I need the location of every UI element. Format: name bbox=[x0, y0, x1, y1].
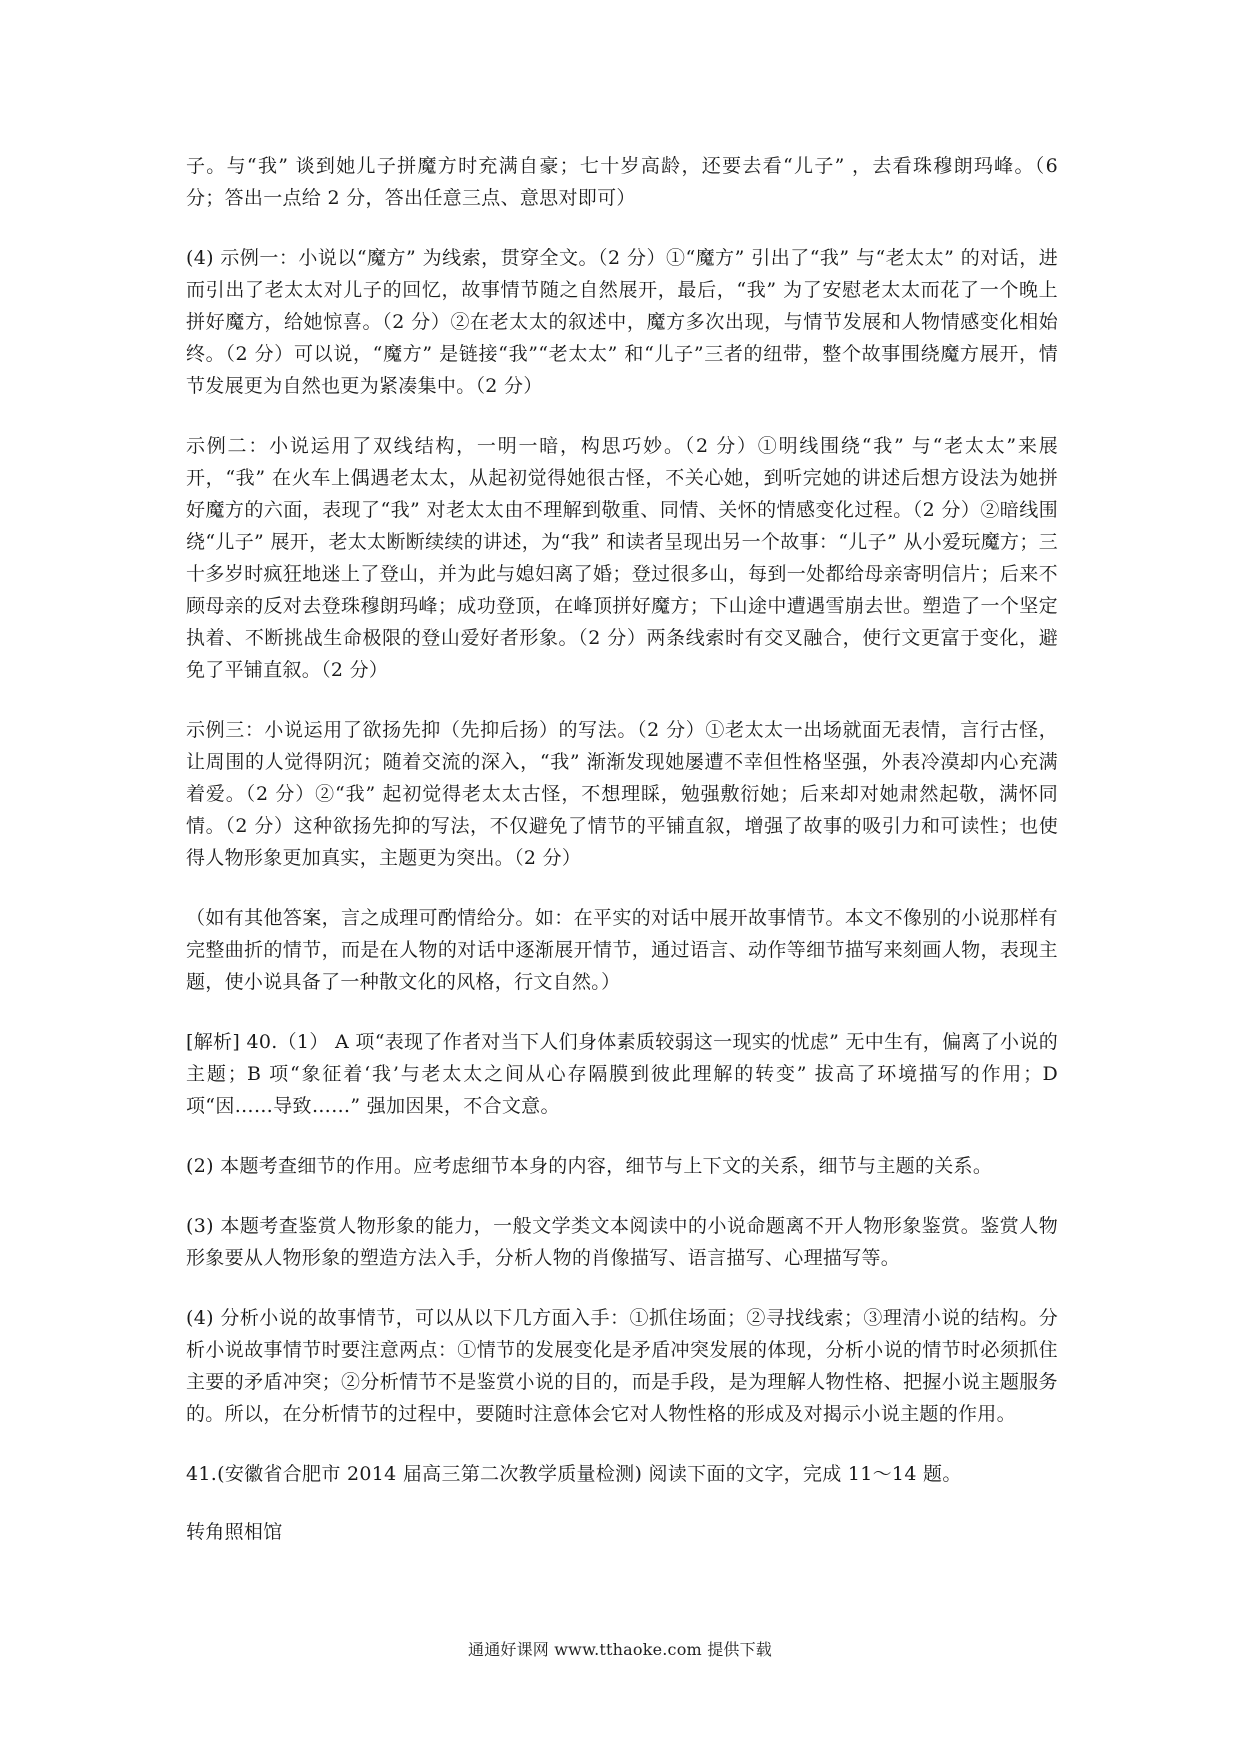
question-41-intro: 41.(安徽省合肥市 2014 届高三第二次教学质量检测) 阅读下面的文字，完成 11～14 题。 bbox=[186, 1463, 962, 1485]
section-title: 转角照相馆 bbox=[186, 1521, 283, 1543]
analysis-paragraph-3: (3) 本题考查鉴赏人物形象的能力，一般文学类文本阅读中的小说命题离不开人物形象鉴赏。鉴赏人物形象要从人物形象的塑造方法入手，分析人物的肖像描写、语言描写、心理描写等。 bbox=[186, 1215, 1058, 1269]
page-footer: 通通好课网 www.tthaoke.com 提供下载 bbox=[468, 1640, 772, 1659]
answer-paragraph-3-continued: 子。与“我” 谈到她儿子拼魔方时充满自豪；七十岁高龄，还要去看“儿子” ，去看珠穆朗玛峰。（6 分；答出一点给 2 分，答出任意三点、意思对即可） bbox=[186, 155, 1058, 209]
analysis-paragraph-2: (2) 本题考查细节的作用。应考虑细节本身的内容，细节与上下文的关系，细节与主题的关系。 bbox=[186, 1155, 993, 1177]
analysis-paragraph-1: [解析] 40.（1） A 项“表现了作者对当下人们身体素质较弱这一现实的忧虑” 无中生有，偏离了小说的主题；B 项“象征着‘我’与老太太之间从心存隔膜到彼此理解的转变” 拔高了环境描写的作用；D 项“因……导致……” 强加因果，不合文意。 bbox=[186, 1031, 1058, 1117]
answer-paragraph-other: （如有其他答案，言之成理可酌情给分。如：在平实的对话中展开故事情节。本文不像别的小说那样有完整曲折的情节，而是在人物的对话中逐渐展开情节，通过语言、动作等细节描写来刻画人物，表现主题，使小说具备了一种散文化的风格，行文自然。） bbox=[186, 907, 1058, 993]
analysis-paragraph-4: (4) 分析小说的故事情节，可以从以下几方面入手：①抓住场面；②寻找线索；③理清小说的结构。分析小说故事情节时要注意两点：①情节的发展变化是矛盾冲突发展的体现，分析小说的情节时必须抓住主要的矛盾冲突；②分析情节不是鉴赏小说的目的，而是手段，是为理解人物性格、把握小说主题服务的。所以，在分析情节的过程中，要随时注意体会它对人物性格的形成及对揭示小说主题的作用。 bbox=[186, 1307, 1058, 1425]
answer-paragraph-4-example-1: (4) 示例一：小说以“魔方” 为线索，贯穿全文。（2 分）①“魔方” 引出了“我” 与“老太太” 的对话，进而引出了老太太对儿子的回忆，故事情节随之自然展开，最后，“我” 为了安慰老太太而花了一个晚上拼好魔方，给她惊喜。（2 分）②在老太太的叙述中，魔方多次出现，与情节发展和人物情感变化相始终。（2 分）可以说，“魔方” 是链接“我”“老太太” 和“儿子”三者的纽带，整个故事围绕魔方展开，情节发展更为自然也更为紧凑集中。（2 分） bbox=[186, 247, 1058, 397]
document-body bbox=[186, 150, 1058, 1548]
answer-paragraph-4-example-3: 示例三：小说运用了欲扬先抑（先抑后扬）的写法。（2 分）①老太太一出场就面无表情，言行古怪，让周围的人觉得阴沉；随着交流的深入，“我” 渐渐发现她屡遭不幸但性格坚强，外表冷漠却内心充满着爱。（2 分）②“我” 起初觉得老太太古怪，不想理睬，勉强敷衍她；后来却对她肃然起敬，满怀同情。（2 分）这种欲扬先抑的写法，不仅避免了情节的平铺直叙，增强了故事的吸引力和可读性；也使得人物形象更加真实，主题更为突出。（2 分） bbox=[186, 719, 1058, 869]
answer-paragraph-4-example-2: 示例二：小说运用了双线结构，一明一暗，构思巧妙。（2 分）①明线围绕“我” 与“老太太”来展开，“我” 在火车上偶遇老太太，从起初觉得她很古怪，不关心她，到听完她的讲述后想方设法为她拼好魔方的六面，表现了“我” 对老太太由不理解到敬重、同情、关怀的情感变化过程。（2 分）②暗线围绕“儿子” 展开，老太太断断续续的讲述，为“我” 和读者呈现出另一个故事：“儿子” 从小爱玩魔方；三十多岁时疯狂地迷上了登山，并为此与媳妇离了婚；登过很多山，每到一处都给母亲寄明信片；后来不顾母亲的反对去登珠穆朗玛峰；成功登顶，在峰顶拼好魔方；下山途中遭遇雪崩去世。塑造了一个坚定执着、不断挑战生命极限的登山爱好者形象。（2 分）两条线索时有交叉融合，使行文更富于变化，避免了平铺直叙。（2 分） bbox=[186, 435, 1058, 681]
